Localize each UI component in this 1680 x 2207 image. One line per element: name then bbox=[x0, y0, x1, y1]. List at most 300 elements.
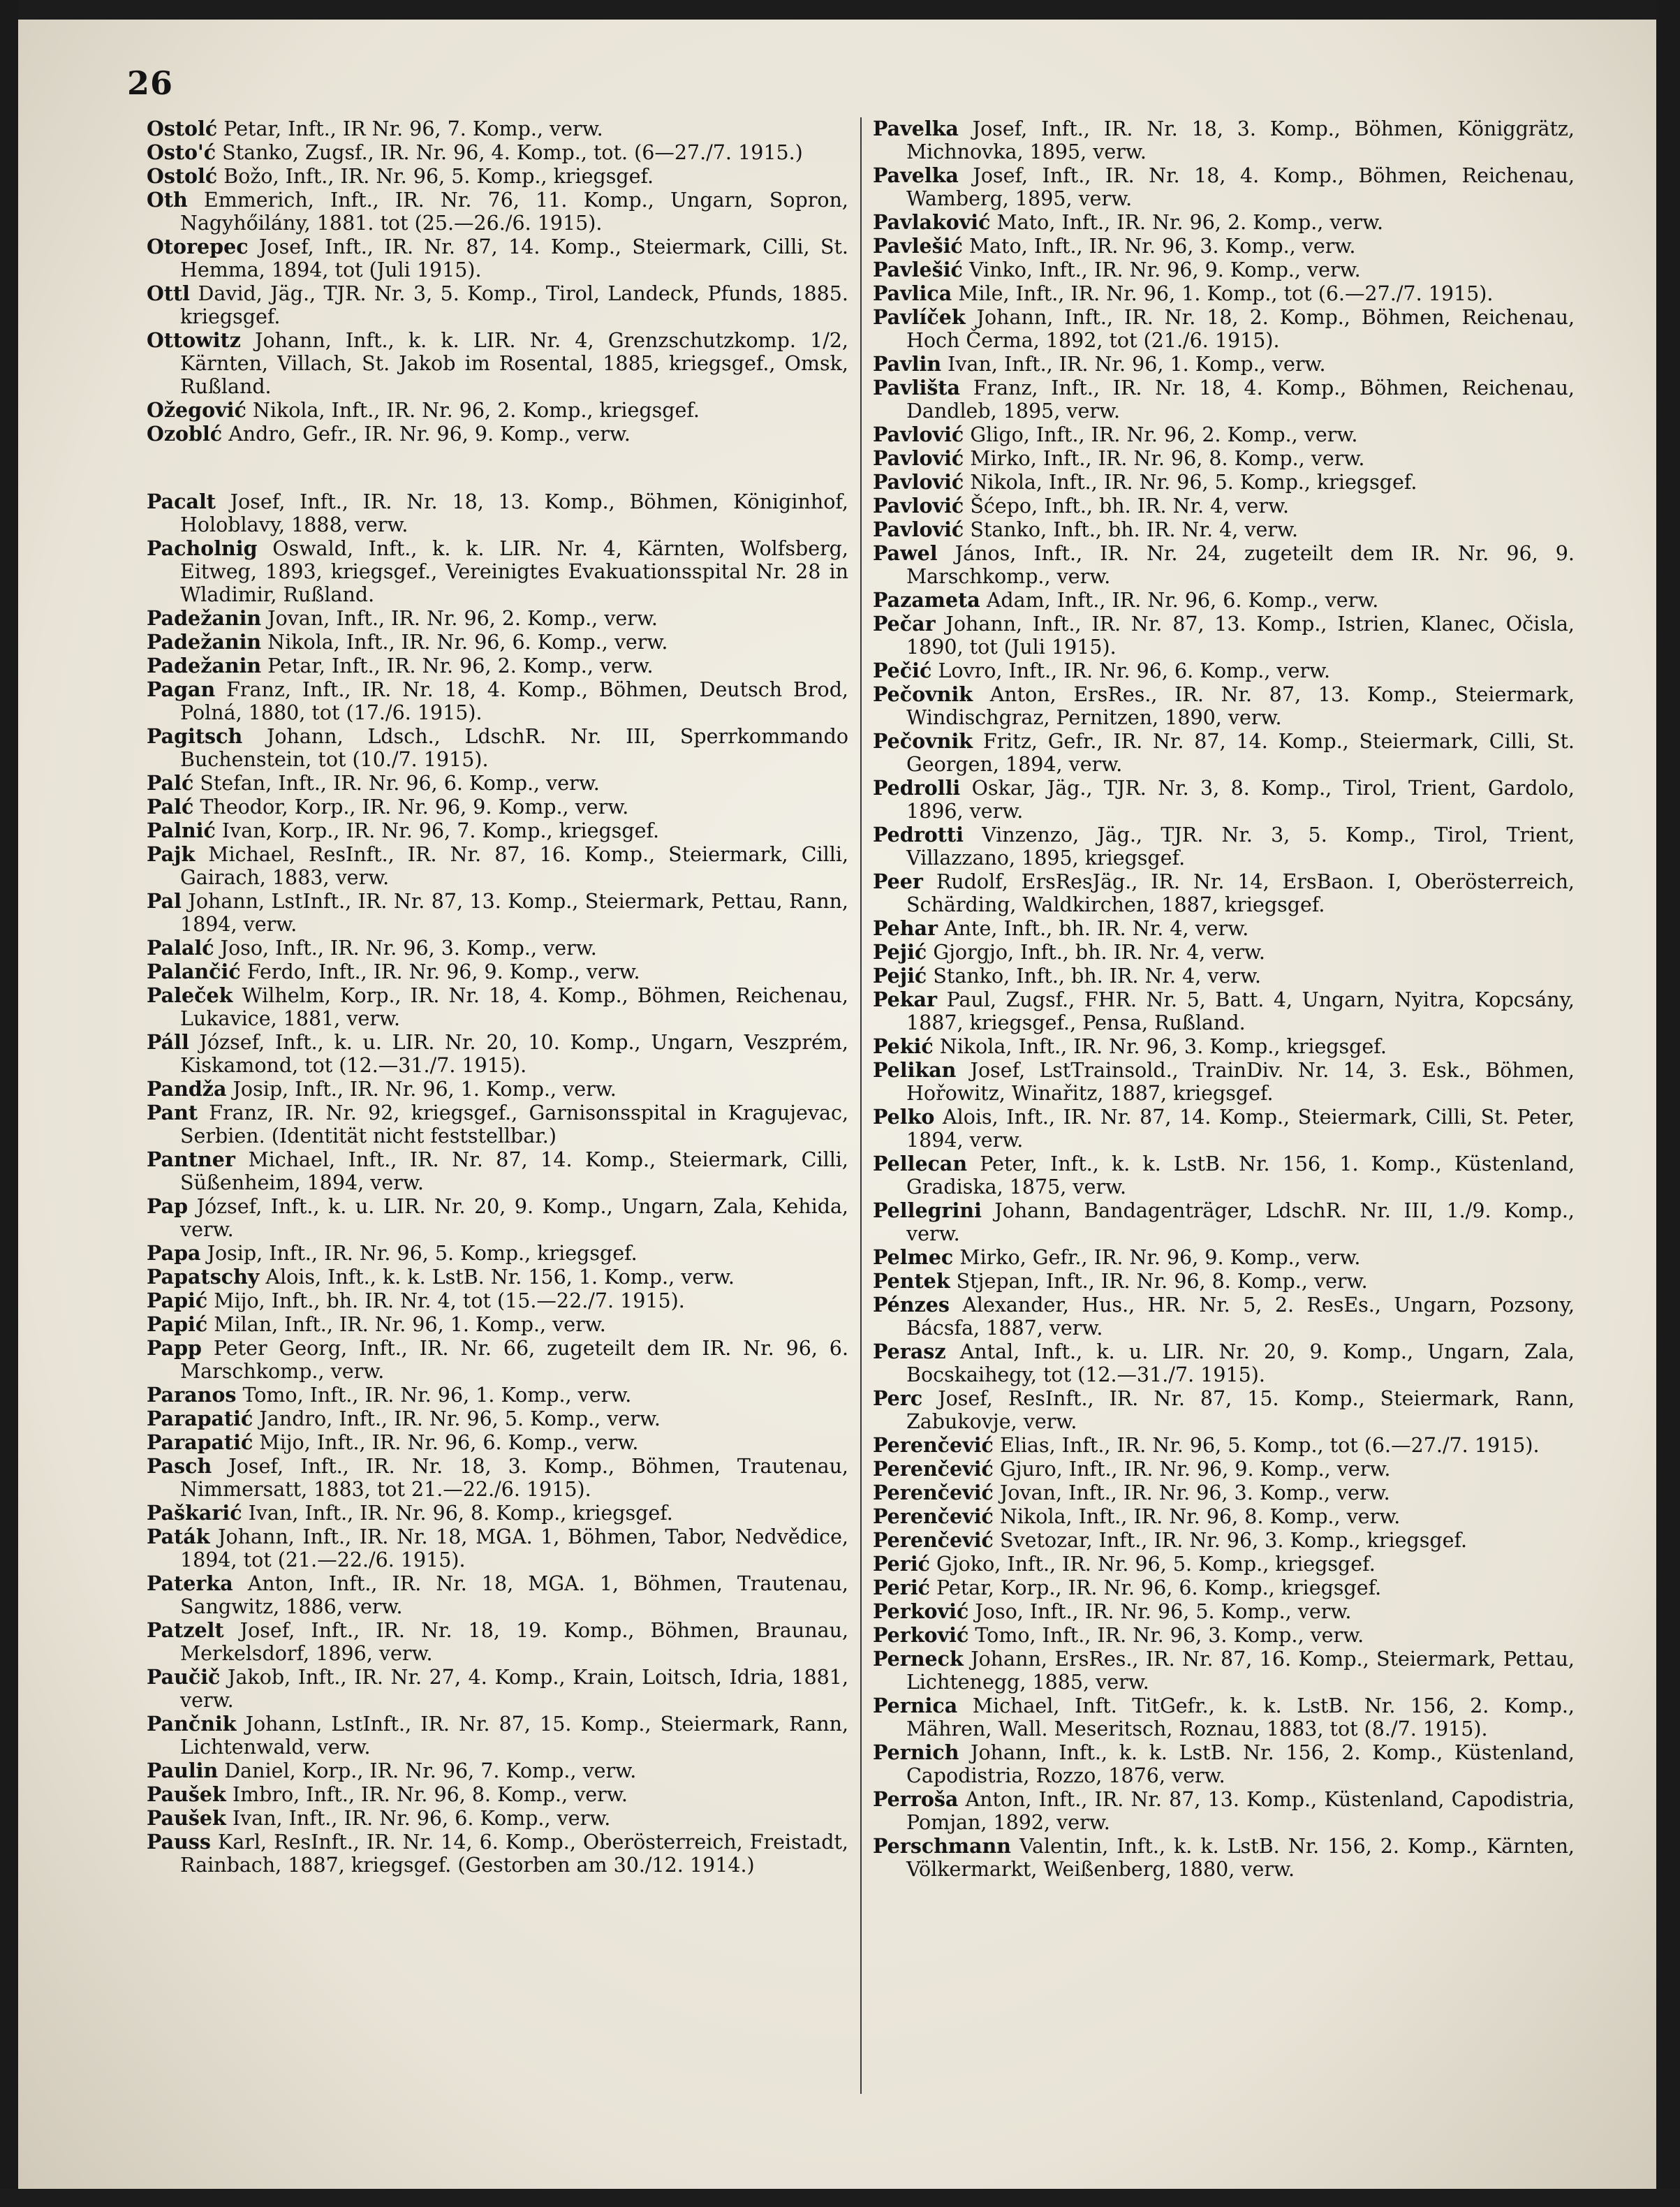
casualty-entry bbox=[873, 1835, 1575, 1881]
entry-surname: Palć bbox=[147, 795, 194, 819]
casualty-entry bbox=[873, 542, 1575, 588]
entry-details: Daniel, Korp., IR. Nr. 96, 7. Komp., verw. bbox=[218, 1759, 637, 1782]
casualty-entry bbox=[873, 1576, 1575, 1599]
entry-details: Josef, Inft., IR. Nr. 18, 4. Komp., Böhmen, Reichenau, Wamberg, 1895, verw. bbox=[906, 164, 1575, 210]
casualty-entry bbox=[147, 890, 848, 936]
casualty-entry bbox=[147, 282, 848, 328]
casualty-entry bbox=[873, 1624, 1575, 1647]
casualty-entry bbox=[873, 1600, 1575, 1623]
casualty-entry bbox=[147, 960, 848, 983]
casualty-entry bbox=[147, 607, 848, 630]
entry-surname: Perenčević bbox=[873, 1481, 994, 1504]
casualty-entry bbox=[147, 117, 848, 140]
casualty-entry bbox=[873, 659, 1575, 682]
entry-surname: Pančnik bbox=[147, 1712, 237, 1736]
casualty-entry bbox=[873, 1340, 1575, 1386]
entry-details: Josip, Inft., IR. Nr. 96, 1. Komp., verw. bbox=[226, 1078, 617, 1101]
casualty-entry bbox=[873, 1246, 1575, 1269]
entry-details: Gjorgjo, Inft., bh. IR. Nr. 4, verw. bbox=[927, 941, 1265, 964]
entry-surname: Papić bbox=[147, 1289, 208, 1312]
entry-details: Emmerich, Inft., IR. Nr. 76, 11. Komp., Ungarn, Sopron, Nagyhőilány, 1881. tot (25.—26./6. 1915). bbox=[180, 189, 848, 235]
casualty-entry bbox=[873, 306, 1575, 352]
casualty-entry bbox=[147, 1807, 848, 1830]
entry-surname: Paranos bbox=[147, 1383, 237, 1407]
entry-surname: Palnić bbox=[147, 819, 216, 842]
entry-details: Rudolf, ErsResJäg., IR. Nr. 14, ErsBaon. I, Oberösterreich, Schärding, Waldkirchen, 1887, kriegsgef. bbox=[906, 870, 1575, 916]
entry-details: Josef, LstTrainsold., TrainDiv. Nr. 14, 3. Esk., Böhmen, Hořowitz, Winařitz, 1887, kriegsgef. bbox=[906, 1059, 1575, 1105]
casualty-entry bbox=[873, 1481, 1575, 1504]
entry-surname: Pelikan bbox=[873, 1058, 957, 1082]
entry-details: Stanko, Inft., bh. IR. Nr. 4, verw. bbox=[964, 518, 1299, 541]
entry-surname: Peer bbox=[873, 870, 923, 893]
entry-details: Anton, Inft., IR. Nr. 87, 13. Komp., Küstenland, Capodistria, Pomjan, 1892, verw. bbox=[906, 1788, 1575, 1834]
entry-details: Gjoko, Inft., IR. Nr. 96, 5. Komp., kriegsgef. bbox=[930, 1553, 1376, 1576]
entry-details: János, Inft., IR. Nr. 24, zugeteilt dem IR. Nr. 96, 9. Marschkomp., verw. bbox=[906, 542, 1575, 588]
left-column bbox=[147, 117, 848, 1877]
casualty-entry bbox=[873, 870, 1575, 916]
entry-surname: Pavlaković bbox=[873, 210, 991, 234]
entry-surname: Pečar bbox=[873, 612, 936, 636]
entry-surname: Ostolć bbox=[147, 117, 218, 140]
casualty-entry bbox=[873, 941, 1575, 964]
entry-details: Johann, Bandagenträger, LdschR. Nr. III, 1./9. Komp., verw. bbox=[906, 1199, 1575, 1245]
entry-surname: Papatschy bbox=[147, 1265, 260, 1289]
entry-surname: Perasz bbox=[873, 1340, 946, 1363]
entry-surname: Pavlešić bbox=[873, 258, 963, 281]
entry-surname: Pavlović bbox=[873, 470, 964, 494]
entry-details: Ante, Inft., bh. IR. Nr. 4, verw. bbox=[938, 917, 1249, 940]
right-column bbox=[873, 117, 1575, 1882]
entry-details: Lovro, Inft., IR. Nr. 96, 6. Komp., verw. bbox=[931, 659, 1331, 682]
entry-surname: Perschmann bbox=[873, 1834, 1011, 1858]
casualty-entry bbox=[147, 772, 848, 795]
entry-surname: Pajk bbox=[147, 842, 196, 866]
entry-surname: Pénzes bbox=[873, 1293, 950, 1317]
casualty-entry bbox=[147, 537, 848, 606]
casualty-entry bbox=[147, 235, 848, 281]
scan-border-left bbox=[0, 0, 18, 2207]
entry-details: Stefan, Inft., IR. Nr. 96, 6. Komp., verw. bbox=[193, 772, 600, 795]
entry-surname: Paták bbox=[147, 1525, 210, 1548]
entry-details: Jakob, Inft., IR. Nr. 27, 4. Komp., Krain, Loitsch, Idria, 1881, verw. bbox=[180, 1666, 848, 1712]
entry-surname: Perroša bbox=[873, 1787, 959, 1811]
entry-details: Johann, Ldsch., LdschR. Nr. III, Sperrkommando Buchenstein, tot (10./7. 1915). bbox=[180, 725, 848, 771]
entry-details: Jovan, Inft., IR. Nr. 96, 3. Komp., verw. bbox=[993, 1481, 1390, 1504]
casualty-entry bbox=[873, 447, 1575, 470]
casualty-entry bbox=[147, 1031, 848, 1077]
casualty-entry bbox=[873, 683, 1575, 729]
casualty-entry bbox=[147, 399, 848, 422]
entry-surname: Pawel bbox=[873, 541, 938, 565]
entry-details: József, Inft., k. u. LIR. Nr. 20, 9. Komp., Ungarn, Zala, Kehida, verw. bbox=[180, 1195, 848, 1241]
entry-details: Imbro, Inft., IR. Nr. 96, 8. Komp., verw. bbox=[226, 1783, 628, 1806]
casualty-entry bbox=[873, 1035, 1575, 1058]
entry-details: Gligo, Inft., IR. Nr. 96, 2. Komp., verw. bbox=[964, 423, 1358, 446]
entry-details: Petar, Inft., IR Nr. 96, 7. Komp., verw. bbox=[217, 117, 603, 140]
casualty-entry bbox=[147, 165, 848, 188]
casualty-entry bbox=[873, 494, 1575, 518]
entry-details: Tomo, Inft., IR. Nr. 96, 1. Komp., verw. bbox=[236, 1384, 632, 1407]
entry-details: Peter Georg, Inft., IR. Nr. 66, zugeteilt dem IR. Nr. 96, 6. Marschkomp., verw. bbox=[180, 1337, 848, 1383]
entry-details: Vinzenzo, Jäg., TJR. Nr. 3, 5. Komp., Tirol, Trient, Villazzano, 1895, kriegsgef. bbox=[906, 823, 1575, 870]
entry-details: David, Jäg., TJR. Nr. 3, 5. Komp., Tirol, Landeck, Pfunds, 1885. kriegsgef. bbox=[180, 282, 848, 328]
entry-details: Johann, Inft., k. k. LstB. Nr. 156, 2. Komp., Küstenland, Capodistria, Rozzo, 1876, verw. bbox=[906, 1741, 1575, 1787]
entry-surname: Pandža bbox=[147, 1077, 227, 1101]
entry-surname: Ostolć bbox=[147, 164, 218, 188]
entry-details: Stanko, Inft., bh. IR. Nr. 4, verw. bbox=[927, 965, 1262, 988]
entry-surname: Paulin bbox=[147, 1759, 219, 1782]
casualty-entry bbox=[147, 1101, 848, 1148]
entry-surname: Pagan bbox=[147, 677, 216, 701]
casualty-entry bbox=[873, 1199, 1575, 1245]
casualty-entry bbox=[147, 1783, 848, 1806]
entry-surname: Oth bbox=[147, 188, 188, 212]
entry-details: Mato, Inft., IR. Nr. 96, 2. Komp., verw. bbox=[990, 211, 1384, 234]
entry-details: Mijo, Inft., IR. Nr. 96, 6. Komp., verw. bbox=[253, 1431, 639, 1454]
entry-details: Oswald, Inft., k. k. LIR. Nr. 4, Kärnten, Wolfsberg, Eitweg, 1893, kriegsgef., Vereinigtes Evakuationsspital Nr. 28 in Wladimir, Rußland. bbox=[180, 537, 848, 606]
entry-details: Andro, Gefr., IR. Nr. 96, 9. Komp., verw. bbox=[222, 423, 631, 446]
entry-surname: Pentek bbox=[873, 1269, 950, 1293]
entry-details: Franz, Inft., IR. Nr. 18, 4. Komp., Böhmen, Reichenau, Dandleb, 1895, verw. bbox=[906, 376, 1575, 423]
entry-details: Oskar, Jäg., TJR. Nr. 3, 8. Komp., Tirol, Trient, Gardolo, 1896, verw. bbox=[906, 777, 1575, 823]
casualty-entry bbox=[873, 1293, 1575, 1340]
casualty-entry bbox=[873, 730, 1575, 776]
entry-surname: Pekar bbox=[873, 988, 938, 1011]
entry-details: Božo, Inft., IR. Nr. 96, 5. Komp., kriegsgef. bbox=[217, 165, 654, 188]
casualty-entry bbox=[147, 490, 848, 536]
entry-details: Tomo, Inft., IR. Nr. 96, 3. Komp., verw. bbox=[968, 1624, 1364, 1647]
entry-surname: Pečovnik bbox=[873, 682, 973, 706]
entry-details: Franz, Inft., IR. Nr. 18, 4. Komp., Böhmen, Deutsch Brod, Polná, 1880, tot (17./6. 1915). bbox=[180, 678, 848, 724]
entry-surname: Pavlešić bbox=[873, 234, 963, 258]
casualty-entry bbox=[147, 1289, 848, 1312]
casualty-entry bbox=[873, 1059, 1575, 1105]
entry-surname: Pernich bbox=[873, 1740, 959, 1764]
entry-surname: Pedrolli bbox=[873, 776, 961, 800]
casualty-entry bbox=[147, 1195, 848, 1241]
entry-details: Alois, Inft., k. k. LstB. Nr. 156, 1. Komp., verw. bbox=[259, 1266, 735, 1289]
entry-details: Nikola, Inft., IR. Nr. 96, 2. Komp., kriegsgef. bbox=[246, 399, 700, 422]
entry-surname: Ottl bbox=[147, 281, 190, 305]
casualty-entry bbox=[873, 1270, 1575, 1293]
entry-details: Josef, Inft., IR. Nr. 87, 14. Komp., Steiermark, Cilli, St. Hemma, 1894, tot (Juli 1915). bbox=[180, 235, 848, 281]
entry-details: Josef, Inft., IR. Nr. 18, 3. Komp., Böhmen, Königgrätz, Michnovka, 1895, verw. bbox=[906, 117, 1575, 163]
entry-details: Peter, Inft., k. k. LstB. Nr. 156, 1. Komp., Küstenland, Gradiska, 1875, verw. bbox=[906, 1152, 1575, 1198]
entry-surname: Perenčević bbox=[873, 1504, 994, 1528]
entry-details: Johann, Inft., IR. Nr. 18, MGA. 1, Böhmen, Tabor, Nedvědice, 1894, tot (21.—22./6. 1915). bbox=[180, 1525, 848, 1571]
entry-surname: Otorepec bbox=[147, 235, 249, 258]
entry-details: Michael, ResInft., IR. Nr. 87, 16. Komp., Steiermark, Cilli, Gairach, 1883, verw. bbox=[180, 843, 848, 889]
casualty-entry bbox=[873, 1694, 1575, 1740]
entry-surname: Pavlišta bbox=[873, 376, 961, 399]
entry-surname: Pečić bbox=[873, 659, 932, 682]
entry-surname: Perenčević bbox=[873, 1528, 994, 1552]
entry-surname: Paušek bbox=[147, 1782, 226, 1806]
entry-surname: Pejić bbox=[873, 940, 927, 964]
entry-details: Fritz, Gefr., IR. Nr. 87, 14. Komp., Steiermark, Cilli, St. Georgen, 1894, verw. bbox=[906, 730, 1575, 776]
casualty-entry bbox=[873, 1648, 1575, 1694]
entry-details: Josef, Inft., IR. Nr. 18, 13. Komp., Böhmen, Königinhof, Holoblavy, 1888, verw. bbox=[180, 490, 848, 536]
entry-details: Ivan, Inft., IR. Nr. 96, 8. Komp., kriegsgef. bbox=[242, 1502, 673, 1525]
casualty-entry bbox=[147, 937, 848, 960]
entry-surname: Perić bbox=[873, 1576, 930, 1599]
entry-surname: Parapatić bbox=[147, 1407, 253, 1430]
entry-surname: Padežanin bbox=[147, 654, 262, 677]
casualty-entry bbox=[147, 1525, 848, 1571]
casualty-entry bbox=[147, 1148, 848, 1194]
entry-details: Mijo, Inft., bh. IR. Nr. 4, tot (15.—22./7. 1915). bbox=[207, 1289, 685, 1312]
casualty-entry bbox=[147, 1619, 848, 1665]
entry-surname: Pacholnig bbox=[147, 536, 258, 560]
entry-surname: Perenčević bbox=[873, 1433, 994, 1457]
entry-surname: Pernica bbox=[873, 1694, 958, 1717]
entry-surname: Pavlica bbox=[873, 281, 952, 305]
casualty-entry bbox=[873, 589, 1575, 612]
casualty-entry bbox=[147, 984, 848, 1030]
casualty-entry bbox=[873, 423, 1575, 446]
entry-details: Mile, Inft., IR. Nr. 96, 1. Komp., tot (6.—27./7. 1915). bbox=[952, 282, 1494, 305]
casualty-entry bbox=[147, 1078, 848, 1101]
entry-details: Karl, ResInft., IR. Nr. 14, 6. Komp., Oberösterreich, Freistadt, Rainbach, 1887, kriegsgef. (Gestorben am 30./12. 1914.) bbox=[180, 1831, 848, 1877]
entry-surname: Perković bbox=[873, 1623, 969, 1647]
entry-surname: Palančić bbox=[147, 960, 241, 983]
entry-surname: Pant bbox=[147, 1101, 198, 1124]
casualty-entry bbox=[873, 988, 1575, 1034]
entry-details: Josip, Inft., IR. Nr. 96, 5. Komp., kriegsgef. bbox=[200, 1242, 638, 1265]
casualty-entry bbox=[873, 376, 1575, 423]
entry-surname: Ožegović bbox=[147, 398, 246, 422]
scan-border-top bbox=[0, 0, 1680, 20]
entry-details: Johann, ErsRes., IR. Nr. 87, 16. Komp., Steiermark, Pettau, Lichtenegg, 1885, verw. bbox=[906, 1648, 1575, 1694]
entry-surname: Padežanin bbox=[147, 630, 262, 654]
casualty-entry bbox=[873, 211, 1575, 234]
entry-surname: Pelko bbox=[873, 1105, 935, 1129]
entry-details: Johann, LstInft., IR. Nr. 87, 13. Komp., Steiermark, Pettau, Rann, 1894, verw. bbox=[180, 890, 848, 936]
casualty-entry bbox=[873, 235, 1575, 258]
entry-details: Mato, Inft., IR. Nr. 96, 3. Komp., verw. bbox=[962, 235, 1356, 258]
entry-surname: Pavlović bbox=[873, 446, 964, 470]
entry-details: Nikola, Inft., IR. Nr. 96, 6. Komp., verw. bbox=[261, 631, 668, 654]
casualty-entry bbox=[873, 518, 1575, 541]
entry-surname: Papp bbox=[147, 1336, 202, 1360]
entry-details: Joso, Inft., IR. Nr. 96, 5. Komp., verw. bbox=[968, 1600, 1352, 1623]
entry-surname: Pellegrini bbox=[873, 1198, 982, 1222]
entry-surname: Perković bbox=[873, 1599, 969, 1623]
entry-surname: Pelmec bbox=[873, 1245, 954, 1269]
column-divider bbox=[860, 117, 862, 2094]
entry-surname: Palć bbox=[147, 771, 194, 795]
casualty-entry bbox=[873, 471, 1575, 494]
entry-details: Johann, Inft., k. k. LIR. Nr. 4, Grenzschutzkomp. 1/2, Kärnten, Villach, St. Jakob im Rosental, 1885, kriegsgef., Omsk, Rußland. bbox=[180, 329, 848, 398]
entry-surname: Paušek bbox=[147, 1806, 226, 1830]
entry-details: Valentin, Inft., k. k. LstB. Nr. 156, 2. Komp., Kärnten, Völkermarkt, Weißenberg, 1880, verw. bbox=[906, 1835, 1575, 1881]
casualty-entry bbox=[873, 117, 1575, 163]
casualty-entry bbox=[873, 1106, 1575, 1152]
entry-surname: Osto'ć bbox=[147, 140, 216, 164]
casualty-entry bbox=[873, 258, 1575, 281]
casualty-entry bbox=[147, 1266, 848, 1289]
entry-details: Alexander, Hus., HR. Nr. 5, 2. ResEs., Ungarn, Pozsony, Bácsfa, 1887, verw. bbox=[906, 1293, 1575, 1340]
casualty-entry bbox=[147, 1713, 848, 1759]
entry-surname: Páll bbox=[147, 1030, 189, 1054]
entry-details: Petar, Korp., IR. Nr. 96, 6. Komp., kriegsgef. bbox=[930, 1576, 1382, 1599]
entry-surname: Perneck bbox=[873, 1647, 964, 1671]
entry-surname: Perić bbox=[873, 1552, 930, 1576]
entry-details: Paul, Zugsf., FHR. Nr. 5, Batt. 4, Ungarn, Nyitra, Kopcsány, 1887, kriegsgef., Pensa, Rußland. bbox=[906, 988, 1575, 1034]
entry-surname: Pehar bbox=[873, 916, 938, 940]
casualty-entry bbox=[147, 329, 848, 398]
casualty-entry bbox=[147, 725, 848, 771]
casualty-entry bbox=[147, 1384, 848, 1407]
entry-surname: Pavlović bbox=[873, 494, 964, 518]
entry-surname: Padežanin bbox=[147, 606, 262, 630]
entry-surname: Paleček bbox=[147, 983, 233, 1007]
scan-border-right bbox=[1656, 0, 1680, 2207]
entry-surname: Pavlović bbox=[873, 423, 964, 446]
entry-details: Elias, Inft., IR. Nr. 96, 5. Komp., tot (6.—27./7. 1915). bbox=[993, 1434, 1540, 1457]
casualty-entry bbox=[147, 795, 848, 819]
casualty-entry bbox=[873, 1505, 1575, 1528]
entry-surname: Pečovnik bbox=[873, 729, 973, 753]
casualty-entry bbox=[873, 777, 1575, 823]
casualty-entry bbox=[873, 353, 1575, 376]
casualty-entry bbox=[147, 1572, 848, 1618]
entry-details: Ivan, Inft., IR. Nr. 96, 1. Komp., verw. bbox=[941, 353, 1326, 376]
entry-surname: Pejić bbox=[873, 964, 927, 988]
casualty-entry bbox=[147, 1759, 848, 1782]
entry-details: Stanko, Zugsf., IR. Nr. 96, 4. Komp., tot. (6—27./7. 1915.) bbox=[216, 141, 803, 164]
casualty-entry bbox=[147, 1831, 848, 1877]
casualty-entry bbox=[873, 164, 1575, 210]
entry-surname: Pasch bbox=[147, 1454, 212, 1478]
entry-details: Ivan, Inft., IR. Nr. 96, 6. Komp., verw. bbox=[226, 1807, 611, 1830]
casualty-entry bbox=[873, 965, 1575, 988]
entry-surname: Perc bbox=[873, 1386, 923, 1410]
casualty-entry bbox=[873, 1788, 1575, 1834]
entry-surname: Pagitsch bbox=[147, 724, 243, 748]
entry-surname: Paučič bbox=[147, 1665, 221, 1689]
entry-details: Antal, Inft., k. u. LIR. Nr. 20, 9. Komp., Ungarn, Zala, Bocskaihegy, tot (12.—31./7. 1915). bbox=[906, 1340, 1575, 1386]
entry-details: Joso, Inft., IR. Nr. 96, 3. Komp., verw. bbox=[214, 937, 597, 960]
entry-details: Stjepan, Inft., IR. Nr. 96, 8. Komp., verw. bbox=[950, 1270, 1368, 1293]
entry-details: Mirko, Inft., IR. Nr. 96, 8. Komp., verw. bbox=[964, 447, 1365, 470]
casualty-entry bbox=[147, 631, 848, 654]
casualty-entry bbox=[147, 843, 848, 889]
entry-details: Šćepo, Inft., bh. IR. Nr. 4, verw. bbox=[964, 494, 1290, 518]
entry-surname: Pedrotti bbox=[873, 823, 964, 846]
entry-surname: Pavlin bbox=[873, 352, 942, 376]
entry-details: Gjuro, Inft., IR. Nr. 96, 9. Komp., verw. bbox=[993, 1458, 1391, 1481]
casualty-entry bbox=[147, 189, 848, 235]
entry-surname: Papa bbox=[147, 1241, 201, 1265]
entry-surname: Pellecan bbox=[873, 1152, 968, 1175]
entry-details: Mirko, Gefr., IR. Nr. 96, 9. Komp., verw. bbox=[953, 1246, 1361, 1269]
casualty-entry bbox=[147, 1407, 848, 1430]
entry-surname: Pantner bbox=[147, 1148, 235, 1171]
entry-surname: Patzelt bbox=[147, 1618, 224, 1642]
entry-surname: Pekić bbox=[873, 1034, 934, 1058]
casualty-entry bbox=[873, 1434, 1575, 1457]
casualty-entry bbox=[147, 423, 848, 446]
entry-details: Petar, Inft., IR. Nr. 96, 2. Komp., verw. bbox=[261, 654, 654, 677]
page-number: 26 bbox=[127, 64, 174, 102]
casualty-entry bbox=[873, 613, 1575, 659]
casualty-entry bbox=[147, 1455, 848, 1501]
entry-surname: Parapatić bbox=[147, 1430, 253, 1454]
entry-surname: Pap bbox=[147, 1194, 189, 1218]
casualty-entry bbox=[873, 1152, 1575, 1198]
casualty-entry bbox=[873, 917, 1575, 940]
entry-details: Ferdo, Inft., IR. Nr. 96, 9. Komp., verw. bbox=[240, 960, 640, 983]
entry-surname: Papić bbox=[147, 1312, 208, 1336]
casualty-entry bbox=[147, 1313, 848, 1336]
entry-details: Michael, Inft. TitGefr., k. k. LstB. Nr. 156, 2. Komp., Mähren, Wall. Meseritsch, Roznau, 1883, tot (8./7. 1915). bbox=[906, 1694, 1575, 1740]
entry-details: Theodor, Korp., IR. Nr. 96, 9. Komp., verw. bbox=[193, 795, 629, 819]
entry-surname: Pavlović bbox=[873, 518, 964, 541]
scan-border-bottom bbox=[0, 2189, 1680, 2207]
entry-details: Josef, Inft., IR. Nr. 18, 3. Komp., Böhmen, Trautenau, Nimmersatt, 1883, tot 21.—22./6. 1915). bbox=[180, 1455, 848, 1501]
entry-surname: Pavelka bbox=[873, 117, 959, 140]
entry-details: Franz, IR. Nr. 92, kriegsgef., Garnisonsspital in Kragujevac, Serbien. (Identität nicht feststellbar.) bbox=[180, 1101, 848, 1148]
entry-details: Johann, Inft., IR. Nr. 87, 13. Komp., Istrien, Klanec, Očisla, 1890, tot (Juli 1915). bbox=[906, 613, 1575, 659]
entry-details: Michael, Inft., IR. Nr. 87, 14. Komp., Steiermark, Cilli, Süßenheim, 1894, verw. bbox=[180, 1148, 848, 1194]
casualty-entry bbox=[147, 1431, 848, 1454]
entry-details: Ivan, Korp., IR. Nr. 96, 7. Komp., kriegsgef. bbox=[215, 819, 660, 842]
entry-details: Johann, Inft., IR. Nr. 18, 2. Komp., Böhmen, Reichenau, Hoch Čerma, 1892, tot (21./6. 1915). bbox=[906, 306, 1575, 352]
entry-surname: Perenčević bbox=[873, 1457, 994, 1481]
entry-details: Jovan, Inft., IR. Nr. 96, 2. Komp., verw. bbox=[261, 607, 658, 630]
entry-surname: Pavelka bbox=[873, 163, 959, 187]
casualty-entry bbox=[873, 1387, 1575, 1433]
casualty-entry bbox=[147, 1242, 848, 1265]
entry-surname: Ottowitz bbox=[147, 328, 241, 352]
entry-surname: Pal bbox=[147, 889, 182, 913]
entry-details: Alois, Inft., IR. Nr. 87, 14. Komp., Steiermark, Cilli, St. Peter, 1894, verw. bbox=[906, 1106, 1575, 1152]
entry-details: József, Inft., k. u. LIR. Nr. 20, 10. Komp., Ungarn, Veszprém, Kiskamond, tot (12.—31./7. 1915). bbox=[180, 1031, 848, 1077]
entry-details: Nikola, Inft., IR. Nr. 96, 8. Komp., verw. bbox=[993, 1505, 1401, 1528]
entry-surname: Palalć bbox=[147, 936, 214, 960]
casualty-entry bbox=[147, 1502, 848, 1525]
entry-surname: Paterka bbox=[147, 1571, 233, 1595]
casualty-entry bbox=[873, 1553, 1575, 1576]
entry-details: Anton, ErsRes., IR. Nr. 87, 13. Komp., Steiermark, Windischgraz, Pernitzen, 1890, verw. bbox=[906, 683, 1575, 729]
casualty-entry bbox=[147, 1666, 848, 1712]
casualty-entry bbox=[147, 654, 848, 677]
entry-details: Anton, Inft., IR. Nr. 18, MGA. 1, Böhmen, Trautenau, Sangwitz, 1886, verw. bbox=[180, 1572, 848, 1618]
entry-details: Wilhelm, Korp., IR. Nr. 18, 4. Komp., Böhmen, Reichenau, Lukavice, 1881, verw. bbox=[180, 984, 848, 1030]
casualty-entry bbox=[147, 678, 848, 724]
casualty-entry bbox=[873, 282, 1575, 305]
casualty-entry bbox=[873, 1458, 1575, 1481]
entry-details: Josef, ResInft., IR. Nr. 87, 15. Komp., Steiermark, Rann, Zabukovje, verw. bbox=[906, 1387, 1575, 1433]
entry-details: Nikola, Inft., IR. Nr. 96, 3. Komp., kriegsgef. bbox=[933, 1035, 1387, 1058]
entry-details: Josef, Inft., IR. Nr. 18, 19. Komp., Böhmen, Braunau, Merkelsdorf, 1896, verw. bbox=[180, 1619, 848, 1665]
casualty-entry bbox=[873, 1529, 1575, 1552]
casualty-entry bbox=[147, 141, 848, 164]
entry-details: Nikola, Inft., IR. Nr. 96, 5. Komp., kriegsgef. bbox=[964, 471, 1417, 494]
casualty-entry bbox=[147, 819, 848, 842]
casualty-entry bbox=[873, 823, 1575, 870]
entry-surname: Pacalt bbox=[147, 490, 216, 513]
entry-details: Svetozar, Inft., IR. Nr. 96, 3. Komp., kriegsgef. bbox=[993, 1529, 1468, 1552]
entry-surname: Pazameta bbox=[873, 588, 980, 612]
entry-details: Milan, Inft., IR. Nr. 96, 1. Komp., verw. bbox=[207, 1313, 606, 1336]
casualty-entry bbox=[147, 1337, 848, 1383]
entry-surname: Pavlíček bbox=[873, 305, 966, 329]
entry-details: Vinko, Inft., IR. Nr. 96, 9. Komp., verw. bbox=[962, 258, 1361, 281]
entry-details: Johann, LstInft., IR. Nr. 87, 15. Komp., Steiermark, Rann, Lichtenwald, verw. bbox=[180, 1713, 848, 1759]
entry-surname: Paškarić bbox=[147, 1501, 242, 1525]
